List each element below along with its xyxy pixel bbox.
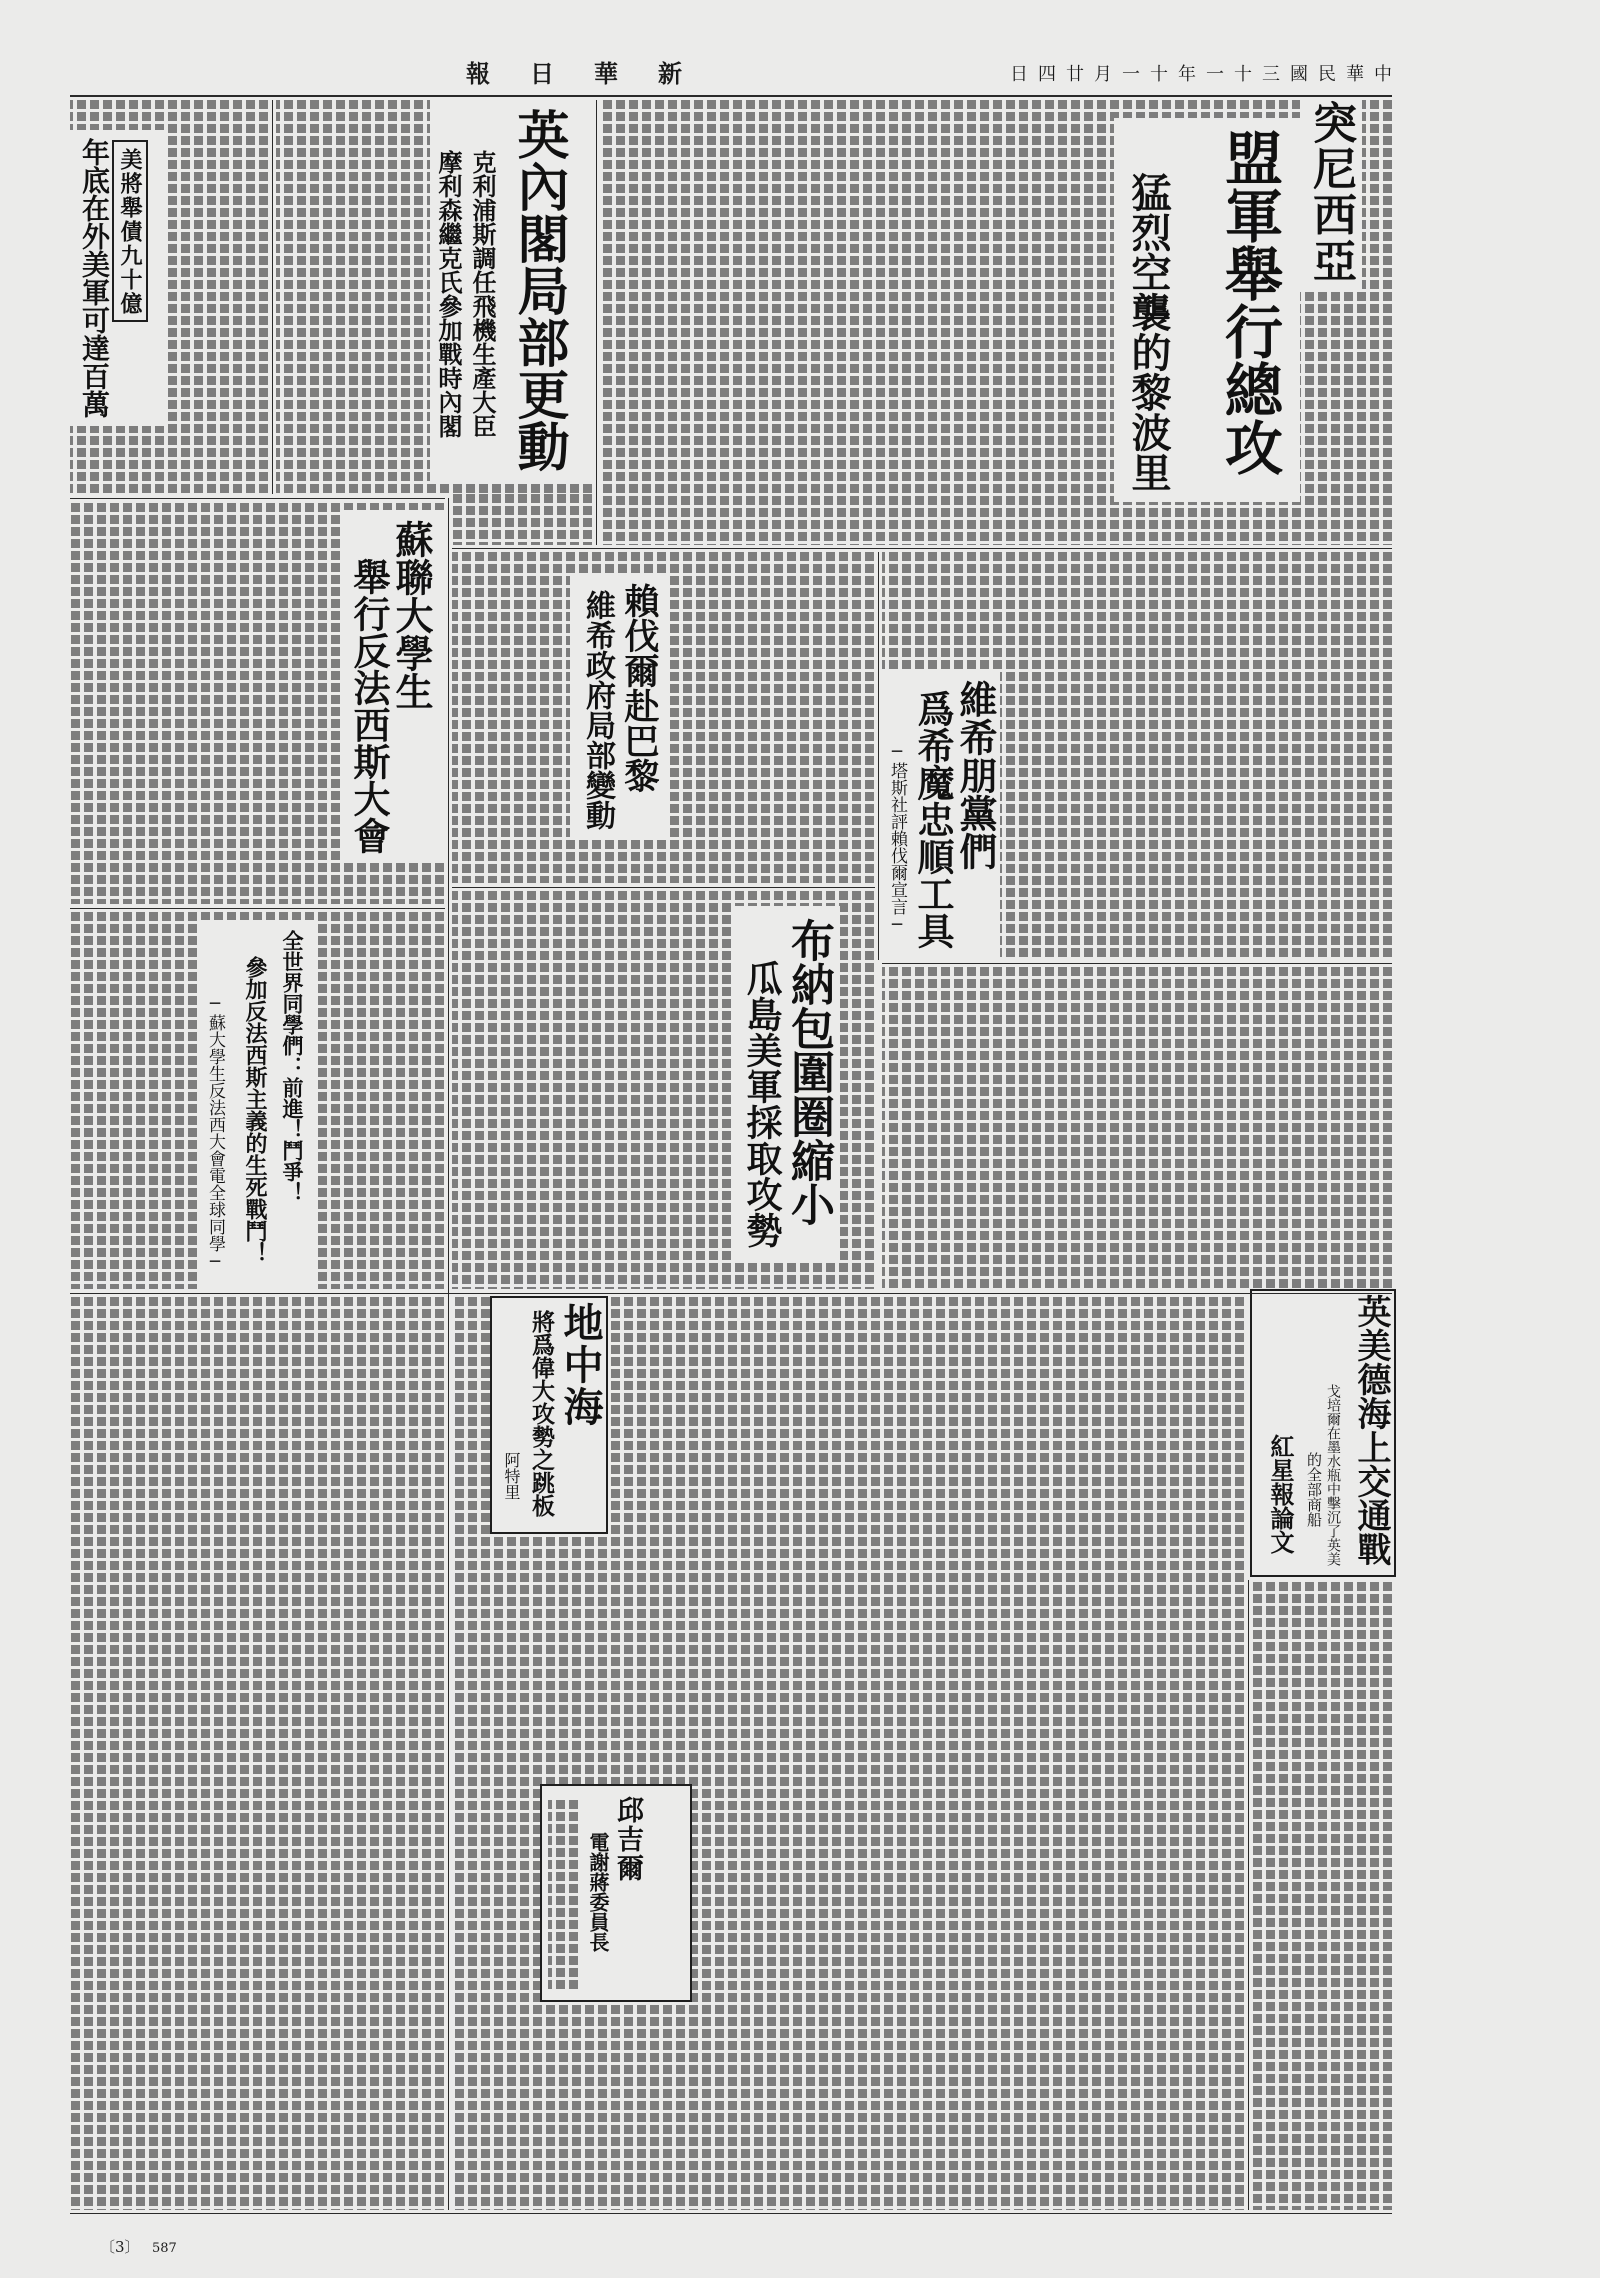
column-rule: [878, 552, 879, 960]
section-rule: [452, 887, 875, 888]
article-body-text: [452, 494, 592, 545]
section-rule: [882, 963, 1392, 964]
mediterranean-subheadline: 將爲偉大攻勢之跳板: [528, 1310, 555, 1517]
soviet-students-subheadline: 舉行反法西斯大會: [347, 558, 391, 854]
naval-war-headline: 英美德海上交通戰: [1351, 1294, 1391, 1566]
laval-subheadline: 維希政府局部變動: [580, 590, 615, 830]
students-appeal-subheadline: 參加反法西斯主義的生死戰鬥！: [242, 956, 268, 1264]
buna-subheadline: 瓜島美軍採取攻勢: [741, 960, 783, 1248]
vichy-subheadline: 爲希魔忠順工具: [911, 690, 955, 949]
naval-war-subheadline: 的全部商船: [1305, 1452, 1323, 1527]
uk-cabinet-headline: 英內閣局部更動: [508, 108, 569, 472]
naval-war-subheadline: 戈培爾在墨水瓶中擊沉了英美: [1325, 1384, 1341, 1566]
tunisia-headline: 盟軍舉行總攻: [1215, 128, 1283, 476]
vichy-headline: 維希朋黨們: [953, 680, 998, 870]
masthead-date: 中華民國三十一年十一月廿四日: [1010, 64, 1402, 85]
column-rule: [1248, 1580, 1249, 2210]
mediterranean-author: 阿特里: [502, 1452, 521, 1500]
section-rule: [70, 908, 445, 909]
soviet-students-headline: 蘇聯大學生: [389, 520, 434, 710]
section-rule: [452, 548, 1392, 549]
us-loan-headline: 美將舉債九十億: [117, 148, 143, 316]
article-body-text: [548, 1800, 578, 1992]
section-rule: [70, 498, 445, 499]
laval-headline: 賴伐爾赴巴黎: [619, 583, 660, 793]
mediterranean-headline: 地中海: [557, 1302, 604, 1428]
article-body-text: [882, 967, 1392, 1289]
naval-war-source: 紅星報論文: [1266, 1434, 1295, 1554]
tunisia-kicker: 突尼西亞: [1305, 100, 1356, 284]
buna-headline: 布納包圍圈縮小: [783, 918, 834, 1226]
article-body-text: [1252, 1582, 1392, 2210]
footer-page-number: 〔3〕: [100, 2238, 140, 2256]
us-loan-subheadline: 年底在外美軍可達百萬: [78, 138, 111, 418]
column-rule: [596, 100, 597, 545]
uk-cabinet-subheadline: 克利浦斯調任飛機生產大臣: [468, 150, 497, 438]
masthead-rule: [70, 95, 1392, 97]
section-rule: [70, 1293, 1392, 1294]
footer-serial: 587: [152, 2241, 177, 2256]
column-rule: [448, 498, 449, 2210]
students-appeal-headline: 全世界同學們：前進！鬥爭！: [280, 930, 305, 1203]
churchill-subheadline: 電謝蔣委員長: [586, 1832, 610, 1952]
vichy-byline: ─塔斯社評賴伐爾宣言─: [887, 742, 907, 935]
churchill-headline: 邱吉爾: [612, 1796, 643, 1883]
students-appeal-byline: ─蘇大學生反法西大會電全球同學─: [205, 994, 225, 1272]
page-bottom-rule: [70, 2213, 1392, 2214]
column-rule: [272, 100, 273, 494]
tunisia-subheadline: 猛烈空襲的黎波里: [1125, 172, 1172, 492]
masthead-paper-name: 新華日報: [466, 59, 722, 88]
article-body-text: [70, 1297, 444, 2210]
uk-cabinet-subheadline: 摩利森繼克氏參加戰時內閣: [434, 150, 463, 438]
